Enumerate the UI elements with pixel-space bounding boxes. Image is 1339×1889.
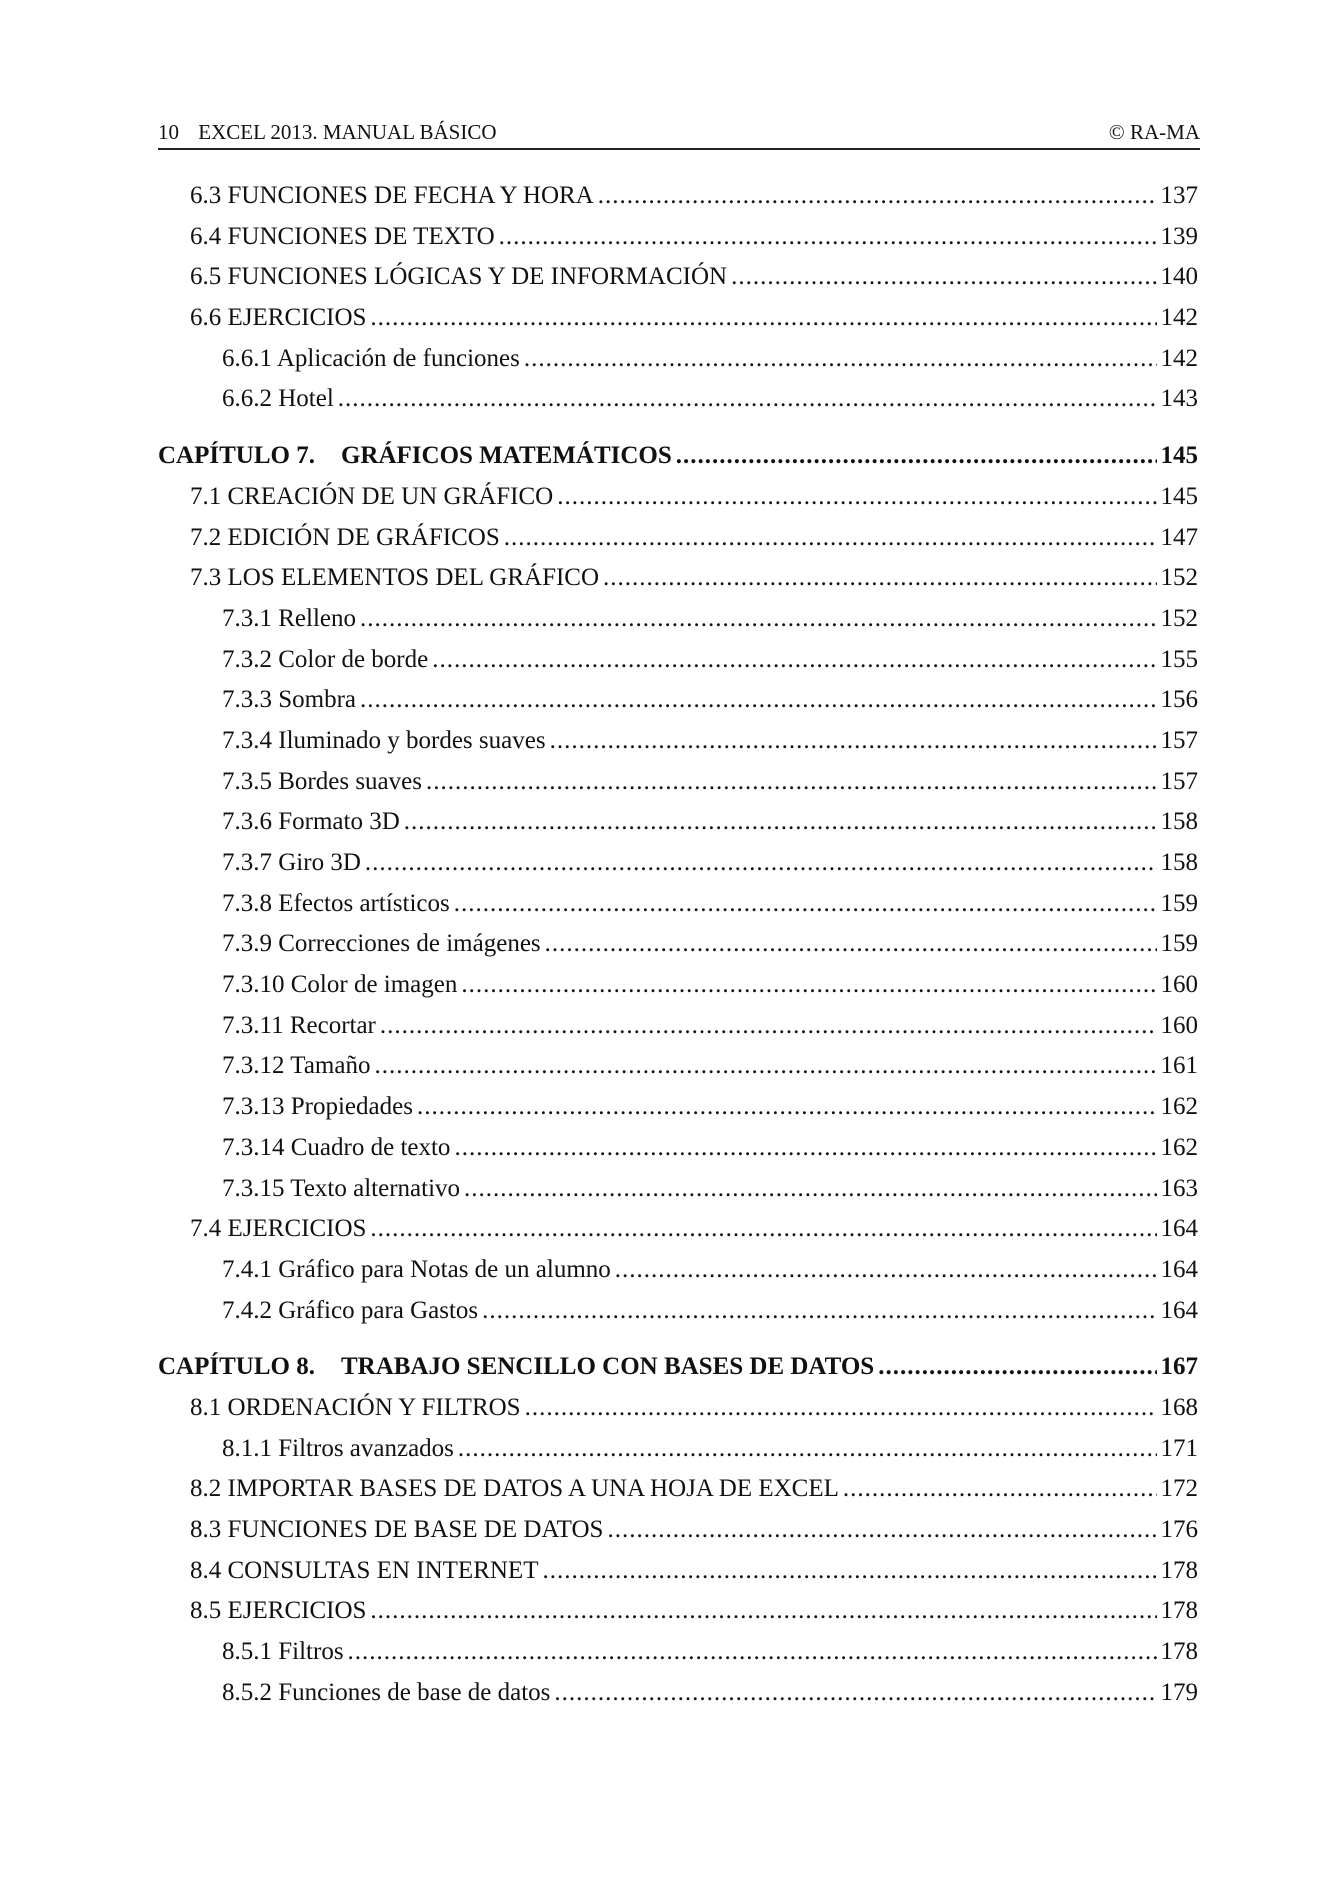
dot-leader (370, 1209, 1156, 1250)
toc-label: 7.4 EJERCICIOS (190, 1215, 367, 1243)
toc-label: 7.4.1 Gráfico para Notas de un alumno (222, 1255, 611, 1283)
dot-leader (524, 339, 1157, 380)
toc-section (158, 257, 1198, 298)
toc-page-number: 145 (1160, 482, 1198, 510)
toc-label: 7.3.8 Efectos artísticos (222, 889, 450, 917)
toc-page-number: 161 (1160, 1052, 1198, 1080)
toc-label (158, 436, 672, 477)
chapter-title: TRABAJO SENCILLO CON BASES DE DATOS (340, 1353, 875, 1381)
toc-label: 8.1 ORDENACIÓN Y FILTROS (190, 1393, 521, 1421)
toc-section (158, 217, 1198, 258)
toc-section (158, 1209, 1198, 1250)
dot-leader (454, 884, 1157, 925)
dot-leader (374, 1046, 1156, 1087)
toc-subsection (158, 1429, 1198, 1470)
dot-leader (458, 1429, 1157, 1470)
toc-page-number: 139 (1160, 222, 1198, 250)
toc-section (158, 1551, 1198, 1592)
toc-page-number: 162 (1160, 1093, 1198, 1121)
dot-leader (348, 1632, 1157, 1673)
dot-leader (464, 1169, 1156, 1210)
toc-page-number: 160 (1160, 1011, 1198, 1039)
dot-leader (550, 721, 1157, 762)
toc-chapter (158, 436, 1198, 477)
toc-page-number: 156 (1160, 686, 1198, 714)
toc-page-number: 140 (1160, 263, 1198, 291)
dot-leader (499, 217, 1157, 258)
toc-subsection (158, 640, 1198, 681)
toc-label: 8.5 EJERCICIOS (190, 1597, 367, 1625)
toc-page-number: 152 (1160, 564, 1198, 592)
toc-label: 7.3.2 Color de borde (222, 645, 429, 673)
toc-page-number: 159 (1160, 889, 1198, 917)
toc-section (158, 558, 1198, 599)
dot-leader (525, 1388, 1157, 1429)
toc-page-number: 159 (1160, 930, 1198, 958)
toc-label: 7.3.10 Color de imagen (222, 971, 458, 999)
chapter-number: CAPÍTULO 7. (158, 442, 315, 470)
toc-page-number: 178 (1160, 1556, 1198, 1584)
toc-page-number: 172 (1160, 1475, 1198, 1503)
toc-label: 8.3 FUNCIONES DE BASE DE DATOS (190, 1516, 604, 1543)
toc-section (158, 518, 1198, 559)
toc-page-number: 163 (1160, 1174, 1198, 1202)
dot-leader (615, 1250, 1157, 1291)
toc-label: 6.6.2 Hotel (222, 385, 334, 413)
dot-leader (432, 640, 1156, 681)
toc-label (158, 1347, 874, 1388)
toc-page-number: 178 (1160, 1597, 1198, 1625)
chapter-number: CAPÍTULO 8. (158, 1353, 315, 1381)
toc-label: 7.3.11 Recortar (222, 1011, 376, 1039)
toc-page-number: 162 (1160, 1133, 1198, 1161)
toc-page-number: 160 (1160, 971, 1198, 999)
toc-label: 6.6.1 Aplicación de funciones (222, 344, 520, 372)
toc-page-number: 167 (1160, 1353, 1198, 1381)
toc-label: 7.2 EDICIÓN DE GRÁFICOS (190, 523, 500, 551)
toc-subsection (158, 884, 1198, 925)
dot-leader (360, 680, 1156, 721)
dot-leader (360, 599, 1156, 640)
toc-subsection (158, 1632, 1198, 1673)
dot-leader (417, 1087, 1157, 1128)
toc-label: 7.3.3 Sombra (222, 686, 357, 714)
toc-page-number: 157 (1160, 726, 1198, 754)
book-title: EXCEL 2013. MANUAL BÁSICO (198, 120, 497, 144)
toc-page-number: 176 (1160, 1516, 1198, 1543)
toc-label: 8.5.2 Funciones de base de datos (222, 1678, 551, 1706)
dot-leader (365, 843, 1157, 884)
toc-label: 6.3 FUNCIONES DE FECHA Y HORA (190, 182, 594, 209)
toc-label: 8.2 IMPORTAR BASES DE DATOS A UNA HOJA DE EXCEL (190, 1475, 839, 1503)
toc-section (158, 1388, 1198, 1429)
toc-subsection (158, 339, 1198, 380)
toc-section (158, 298, 1198, 339)
toc-label: 7.3.13 Propiedades (222, 1093, 413, 1121)
toc-subsection (158, 802, 1198, 843)
toc-subsection (158, 965, 1198, 1006)
page-number: 10 (158, 120, 179, 144)
toc-chapter (158, 1347, 1198, 1388)
toc-subsection (158, 762, 1198, 803)
dot-leader (380, 1006, 1157, 1047)
toc-page-number: 158 (1160, 849, 1198, 876)
dot-leader (542, 1551, 1156, 1592)
toc-subsection (158, 1006, 1198, 1047)
dot-leader (731, 257, 1156, 298)
toc-section (158, 1510, 1198, 1551)
toc-page-number: 155 (1160, 645, 1198, 673)
toc-label: 6.5 FUNCIONES LÓGICAS Y DE INFORMACIÓN (190, 263, 728, 291)
dot-leader (603, 558, 1156, 599)
toc-page-number: 171 (1160, 1434, 1198, 1462)
toc-page-number: 137 (1160, 182, 1198, 209)
toc-page-number: 158 (1160, 808, 1198, 836)
toc-label: 7.3.5 Bordes suaves (222, 767, 422, 795)
toc-label: 7.3.9 Correcciones de imágenes (222, 930, 541, 958)
toc-label: 7.1 CREACIÓN DE UN GRÁFICO (190, 482, 554, 510)
dot-leader (607, 1510, 1156, 1551)
toc-label: 7.3.4 Iluminado y bordes suaves (222, 726, 546, 754)
dot-leader (426, 762, 1157, 803)
toc-subsection (158, 1087, 1198, 1128)
toc-section (158, 1469, 1198, 1510)
publisher: © RA-MA (1108, 120, 1200, 144)
toc-label: 8.1.1 Filtros avanzados (222, 1434, 454, 1462)
toc-subsection (158, 680, 1198, 721)
dot-leader (878, 1347, 1156, 1388)
toc-subsection (158, 1673, 1198, 1714)
toc-section (158, 477, 1198, 518)
toc-page-number: 142 (1160, 344, 1198, 372)
toc-label: 7.4.2 Gráfico para Gastos (222, 1296, 479, 1324)
toc-label: 7.3 LOS ELEMENTOS DEL GRÁFICO (190, 564, 600, 592)
toc-page-number: 164 (1160, 1296, 1198, 1324)
toc-page-number: 178 (1160, 1638, 1198, 1666)
dot-leader (676, 436, 1157, 477)
dot-leader (557, 477, 1156, 518)
dot-leader (338, 379, 1157, 420)
toc-label: 7.3.12 Tamaño (222, 1052, 371, 1080)
toc-page-number: 145 (1160, 442, 1198, 470)
toc-label: 8.5.1 Filtros (222, 1638, 344, 1666)
dot-leader (370, 1591, 1156, 1632)
dot-leader (554, 1673, 1156, 1714)
dot-leader (454, 1128, 1156, 1169)
toc-page-number: 179 (1160, 1678, 1198, 1706)
dot-leader (545, 924, 1157, 965)
toc-subsection (158, 1046, 1198, 1087)
toc-page-number: 142 (1160, 304, 1198, 332)
dot-leader (370, 298, 1156, 339)
toc-section (158, 1591, 1198, 1632)
header-left (158, 118, 497, 146)
page-header (158, 116, 1200, 150)
toc-subsection (158, 721, 1198, 762)
table-of-contents (158, 176, 1198, 1713)
toc-label: 7.3.14 Cuadro de texto (222, 1133, 451, 1161)
toc-subsection (158, 924, 1198, 965)
toc-subsection (158, 1250, 1198, 1291)
dot-leader (461, 965, 1156, 1006)
toc-page-number: 157 (1160, 767, 1198, 795)
toc-subsection (158, 1169, 1198, 1210)
toc-subsection (158, 599, 1198, 640)
toc-page-number: 143 (1160, 385, 1198, 413)
toc-label: 7.3.6 Formato 3D (222, 808, 400, 836)
chapter-title: GRÁFICOS MATEMÁTICOS (340, 442, 672, 470)
dot-leader (482, 1291, 1156, 1332)
toc-page-number: 164 (1160, 1215, 1198, 1243)
toc-section (158, 176, 1198, 217)
toc-label: 8.4 CONSULTAS EN INTERNET (190, 1556, 539, 1584)
dot-leader (598, 176, 1157, 217)
dot-leader (404, 802, 1157, 843)
toc-subsection (158, 1128, 1198, 1169)
dot-leader (504, 518, 1157, 559)
toc-label: 6.4 FUNCIONES DE TEXTO (190, 222, 495, 250)
toc-label: 7.3.7 Giro 3D (222, 849, 361, 876)
dot-leader (843, 1469, 1157, 1510)
toc-label: 7.3.15 Texto alternativo (222, 1174, 461, 1202)
toc-subsection (158, 379, 1198, 420)
toc-label: 7.3.1 Relleno (222, 604, 357, 632)
toc-page-number: 147 (1160, 523, 1198, 551)
toc-subsection (158, 1291, 1198, 1332)
toc-subsection (158, 843, 1198, 884)
toc-page-number: 152 (1160, 604, 1198, 632)
toc-page-number: 164 (1160, 1255, 1198, 1283)
toc-page-number: 168 (1160, 1393, 1198, 1421)
toc-label: 6.6 EJERCICIOS (190, 304, 367, 332)
